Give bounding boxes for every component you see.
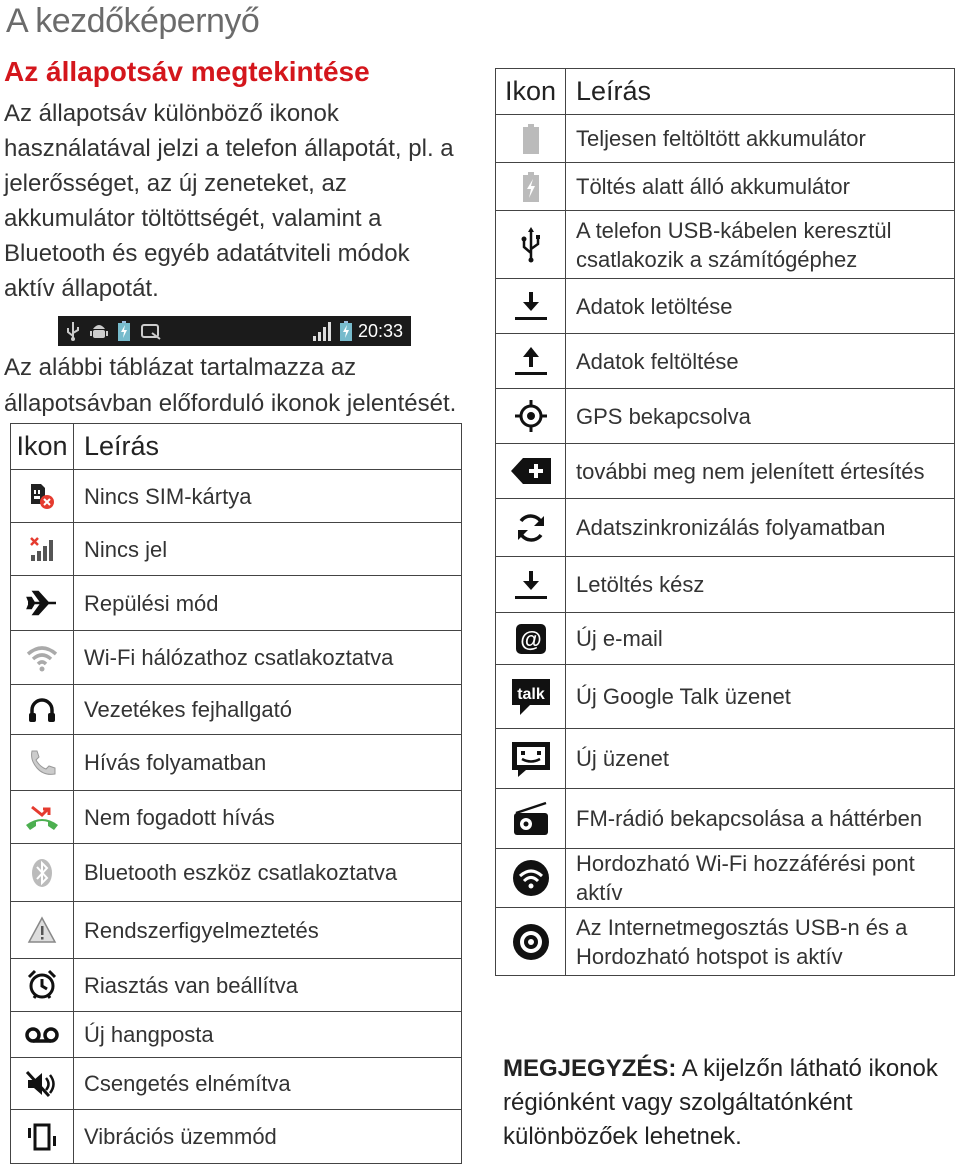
table-row [496,211,955,279]
table-row [11,1058,462,1110]
table-row [11,470,462,523]
table-row [11,902,462,959]
row-description: Nincs jel [74,523,462,576]
muted-speaker-icon [25,1075,59,1092]
status-bar-time: 20:33 [357,320,403,341]
gps-icon [514,407,548,424]
table-row [496,665,955,729]
missed-call-icon [24,808,60,825]
row-description: Repülési mód [74,576,462,631]
voicemail-icon [24,1026,60,1043]
fm-radio-icon [510,810,552,827]
row-description: Nem fogadott hívás [74,791,462,844]
table-row [11,1012,462,1058]
table-row [496,444,955,499]
table-row [11,791,462,844]
table-row [496,908,955,976]
svg-text:@: @ [519,626,542,652]
alarm-icon [26,976,58,993]
download-icon [513,297,549,314]
header-description: Leírás [74,424,462,470]
sync-icon [514,519,548,536]
vibrate-icon [25,1128,59,1145]
table-row [496,849,955,908]
battery-charging-icon [523,178,539,195]
table-row [496,729,955,789]
no-signal-icon [29,540,55,557]
note-text: A kijelzőn látható ikonok régiónként vagy szolgáltatónként különbözőek lehetnek. [503,1055,938,1150]
row-description: Teljesen feltöltött akkumulátor [566,115,955,163]
row-description: Adatok letöltése [566,279,955,334]
table-header-row [496,69,955,115]
warning-icon [27,921,57,938]
email-icon [515,626,547,652]
hotspot-icon [512,869,550,886]
download-complete-icon [513,576,549,593]
battery-full-icon [523,130,539,147]
table-row [11,685,462,735]
table-row [496,499,955,557]
row-description: FM-rádió bekapcsolása a háttérben [566,789,955,849]
headset-icon [27,701,57,718]
row-description: Csengetés elnémítva [74,1058,462,1110]
row-description: Adatszinkronizálás folyamatban [566,499,955,557]
table-row [11,959,462,1012]
usb-icon [66,321,80,341]
table-row [496,789,955,849]
header-icon: Ikon [11,424,74,470]
message-icon [510,750,552,767]
header-description: Leírás [566,69,955,115]
row-description: GPS bekapcsolva [566,389,955,444]
table-row [11,1110,462,1164]
table-row [496,557,955,613]
table-row [496,613,955,665]
row-description: Rendszerfigyelmeztetés [74,902,462,959]
row-description: Új üzenet [566,729,955,789]
upload-icon [513,352,549,369]
call-icon [26,754,58,771]
row-description: Letöltés kész [566,557,955,613]
table-row [11,631,462,685]
row-description: Új Google Talk üzenet [566,665,955,729]
wifi-icon [25,649,59,666]
table-row [496,334,955,389]
android-debug-icon [90,321,108,341]
status-bar-example [58,316,411,346]
row-description: Bluetooth eszköz csatlakoztatva [74,844,462,902]
table-row [496,279,955,334]
qslide-icon [140,322,162,340]
note [503,1052,943,1154]
more-notifications-icon [509,462,553,479]
intro-text: Az állapotsáv különböző ikonok használatával jelzi a telefon állapotát, pl. a jelerősséget, az új zeneteket, az akkumulátor töltöttségét, valamint a Bluetooth és egyéb adatátviteli módok aktív állapotát. [4,100,454,302]
row-description: Vezetékes fejhallgató [74,685,462,735]
no-sim-icon [29,487,55,504]
row-description: Hívás folyamatban [74,735,462,791]
table-row [11,844,462,902]
row-description: Hordozható Wi-Fi hozzáférési pont aktív [566,849,955,908]
battery-icon [340,321,352,341]
row-description: Adatok feltöltése [566,334,955,389]
row-description: további meg nem jelenített értesítés [566,444,955,499]
row-description: Új hangposta [74,1012,462,1058]
table-row [11,523,462,576]
row-description: Riasztás van beállítva [74,959,462,1012]
table-row [496,389,955,444]
row-description: Új e-mail [566,613,955,665]
battery-charging-icon [118,321,130,341]
row-description: Vibrációs üzemmód [74,1110,462,1164]
row-description: Wi-Fi hálózathoz csatlakoztatva [74,631,462,685]
section-heading: Az állapotsáv megtekintése [4,56,370,87]
signal-icon [312,321,334,341]
airplane-icon [26,594,58,611]
icon-table-right [495,68,955,976]
table-header-row [11,424,462,470]
row-description: A telefon USB-kábelen keresztül csatlakozik a számítógéphez [566,211,955,279]
table-row [496,115,955,163]
row-description: Töltés alatt álló akkumulátor [566,163,955,211]
page-title: A kezdőképernyő [6,2,260,40]
table-row [11,735,462,791]
icon-table-left [10,423,462,1164]
tethering-icon [512,933,550,950]
bluetooth-icon [30,864,54,881]
svg-text:talk: talk [516,685,545,703]
table-row [496,163,955,211]
row-description: Az Internetmegosztás USB-n és a Hordozható hotspot is aktív [566,908,955,976]
note-label: MEGJEGYZÉS: [503,1055,677,1082]
table-row [11,576,462,631]
table-intro: Az alábbi táblázat tartalmazza az állapotsávban előforduló ikonok jelentését. [4,354,457,417]
row-description: Nincs SIM-kártya [74,470,462,523]
usb-icon [521,236,541,253]
google-talk-icon [510,685,552,705]
header-icon: Ikon [496,69,566,115]
